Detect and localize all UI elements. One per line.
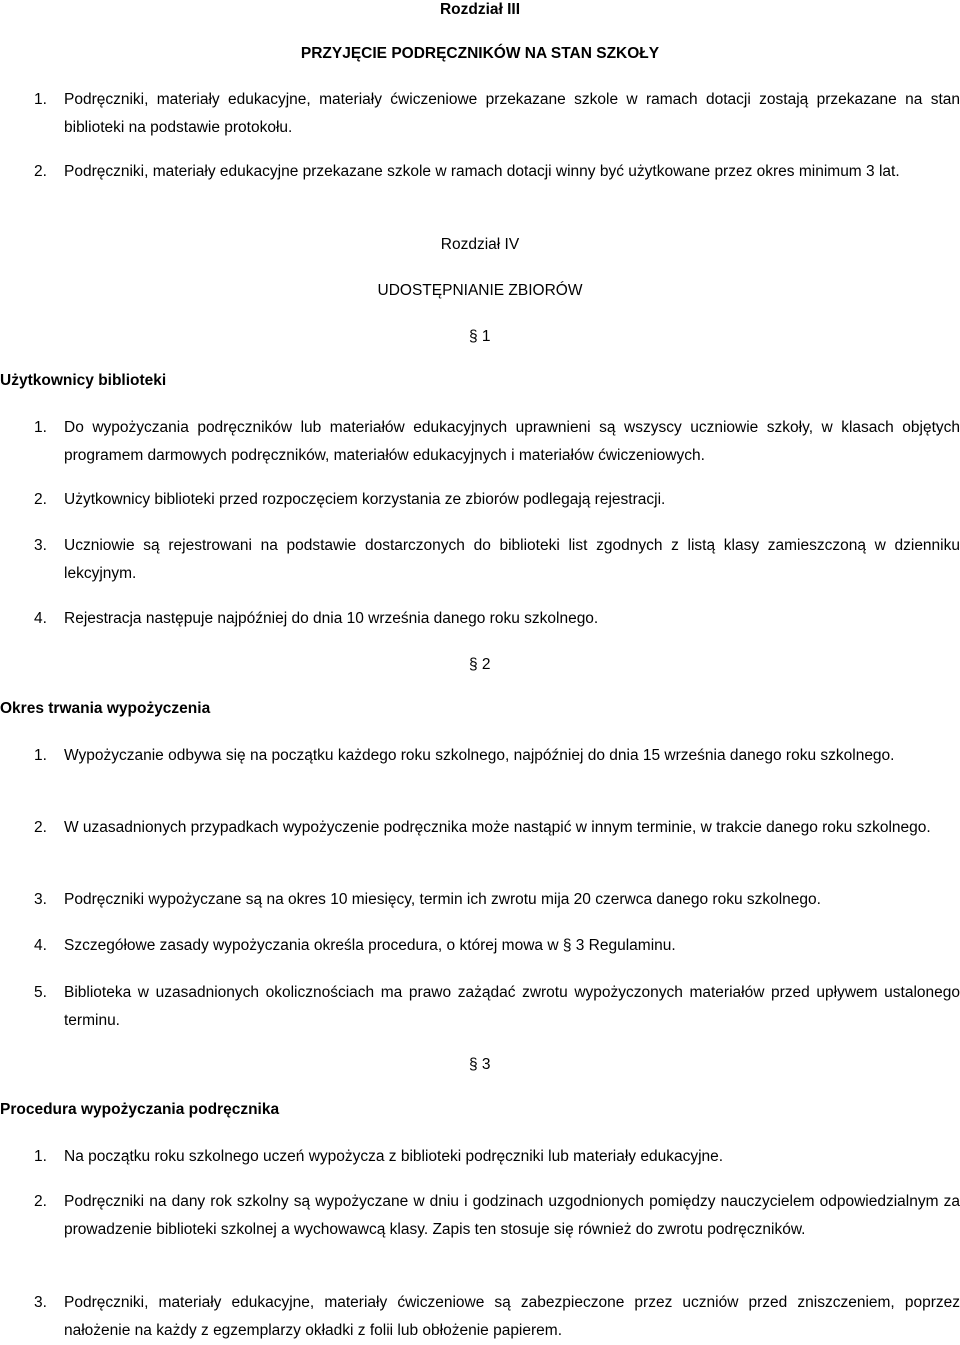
- section-3-item-3-number: 3.: [34, 1294, 47, 1311]
- section-3-item-2-number: 2.: [34, 1193, 47, 1210]
- chapter3-title: Rozdział III: [439, 1, 521, 18]
- section-2-mark: § 2: [469, 656, 491, 673]
- section-2-item-1-text: Wypożyczanie odbywa się na początku każdego roku szkolnego, najpóźniej do dnia 15 września danego roku szkolnego.: [64, 747, 895, 764]
- section-3-mark: § 3: [469, 1056, 491, 1073]
- section-1-item-3-number: 3.: [34, 537, 47, 554]
- chapter3-item-1-number: 1.: [34, 91, 47, 108]
- chapter3-item-2-number: 2.: [34, 163, 47, 180]
- chapter3-item-2-text: Podręczniki, materiały edukacyjne przekazane szkole w ramach dotacji winny być użytkowane przez okres minimum 3 lat.: [64, 163, 900, 180]
- section-1-item-3-text: Uczniowie są rejestrowani na podstawie dostarczonych do biblioteki list zgodnych z listą klasy zamieszczoną w dzienniku lekcyjnym.: [64, 537, 960, 582]
- section-1-item-2-text: Użytkownicy biblioteki przed rozpoczęciem korzystania ze zbiorów podlegają rejestracji.: [64, 491, 666, 508]
- section-3-item-1-text: Na początku roku szkolnego uczeń wypożycza z biblioteki podręczniki lub materiały edukacyjne.: [64, 1148, 724, 1165]
- section-2-heading: Okres trwania wypożyczenia: [0, 700, 211, 717]
- section-1-heading: Użytkownicy biblioteki: [0, 372, 167, 389]
- section-1-item-4-text: Rejestracja następuje najpóźniej do dnia 10 września danego roku szkolnego.: [64, 610, 599, 627]
- chapter4-title: Rozdział IV: [440, 236, 520, 253]
- section-3-item-2-text: Podręczniki na dany rok szkolny są wypożyczane w dniu i godzinach uzgodnionych pomiędzy nauczycielem odpowiedzialnym za prowadzenie biblioteki szkolnej a wychowawcą klasy. Zapis ten stosuje się również do zwrotu podręczników.: [64, 1193, 960, 1238]
- chapter4-subtitle: UDOSTĘPNIANIE ZBIORÓW: [377, 282, 583, 299]
- section-1-mark: § 1: [469, 328, 491, 345]
- section-2-item-2-number: 2.: [34, 819, 47, 836]
- section-1-item-2-number: 2.: [34, 491, 47, 508]
- section-1-item-1-text: Do wypożyczania podręczników lub materiałów edukacyjnych uprawnieni są wszyscy uczniowie szkoły, w klasach objętych programem darmowych podręczników, materiałów edukacyjnych i materiałów ćwiczeniowych.: [64, 419, 960, 464]
- chapter3-item-1-text: Podręczniki, materiały edukacyjne, materiały ćwiczeniowe przekazane szkole w ramach dotacji zostają przekazane na stan biblioteki na podstawie protokołu.: [64, 91, 960, 136]
- chapter3-subtitle: PRZYJĘCIE PODRĘCZNIKÓW NA STAN SZKOŁY: [300, 45, 660, 62]
- section-2-item-4-number: 4.: [34, 937, 47, 954]
- section-3-heading: Procedura wypożyczania podręcznika: [0, 1101, 280, 1118]
- section-2-item-5-text: Biblioteka w uzasadnionych okolicznościach ma prawo zażądać zwrotu wypożyczonych materiałów przed upływem ustalonego terminu.: [64, 984, 960, 1029]
- section-2-item-4-text: Szczegółowe zasady wypożyczania określa procedura, o której mowa w § 3 Regulaminu.: [64, 937, 676, 954]
- section-2-item-3-text: Podręczniki wypożyczane są na okres 10 miesięcy, termin ich zwrotu mija 20 czerwca danego roku szkolnego.: [64, 891, 821, 908]
- section-3-item-1-number: 1.: [34, 1148, 47, 1165]
- section-2-item-5-number: 5.: [34, 984, 47, 1001]
- section-2-item-2-text: W uzasadnionych przypadkach wypożyczenie podręcznika może nastąpić w innym terminie, w trakcie danego roku szkolnego.: [64, 819, 931, 836]
- section-1-item-4-number: 4.: [34, 610, 47, 627]
- section-1-item-1-number: 1.: [34, 419, 47, 436]
- section-2-item-3-number: 3.: [34, 891, 47, 908]
- section-2-item-1-number: 1.: [34, 747, 47, 764]
- section-3-item-3-text: Podręczniki, materiały edukacyjne, materiały ćwiczeniowe są zabezpieczone przez uczniów przed zniszczeniem, poprzez nałożenie na każdy z egzemplarzy okładki z folii lub obłożenie papierem.: [64, 1294, 960, 1339]
